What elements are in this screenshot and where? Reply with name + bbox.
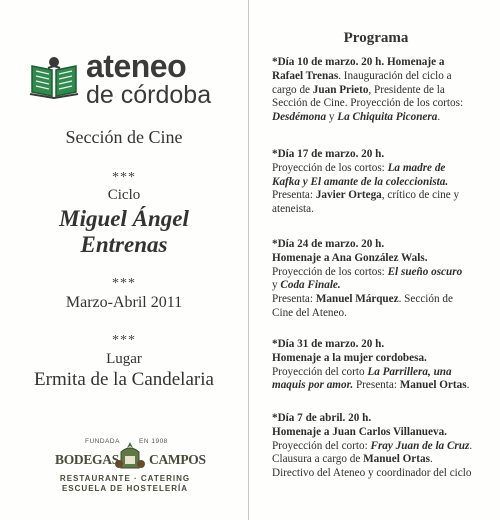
sponsor-founded-label: FUNDADA bbox=[85, 438, 120, 445]
sponsor-name-right: CAMPOS bbox=[149, 452, 206, 467]
cycle-dates: Marzo-Abril 2011 bbox=[65, 294, 183, 311]
separator-stars: *** bbox=[112, 333, 136, 348]
open-book-icon bbox=[28, 54, 80, 100]
sponsor-services: RESTAURANTE · CATERING bbox=[59, 474, 191, 483]
program-title: Programa bbox=[343, 30, 409, 46]
sponsor-founded-year: EN 1908 bbox=[139, 438, 168, 445]
honoree-last-name: Entrenas bbox=[80, 232, 168, 257]
logo-subwordmark: de córdoba bbox=[86, 81, 212, 109]
sponsor-logo bbox=[55, 438, 206, 504]
logo-wordmark: ateneo bbox=[86, 48, 187, 84]
ateneo-logo bbox=[24, 50, 234, 110]
program-entry: *Día 10 de marzo. 20 h. Homenaje a Rafael Trenas. Inauguración del ciclo a cargo de Juan Prieto, Presidente de la Sección de Cine. Proyección de los cortos: Desdémona y La Chiquita Piconera. bbox=[272, 56, 464, 124]
separator-stars: *** bbox=[112, 170, 136, 185]
program-entry: *Día 7 de abril. 20 h. Homenaje a Juan Carlos Villanueva. Proyección del corto: Fray Juan de la Cruz. Clausura a cargo de Manuel Ortas. Directivo del Ateneo y coordinador del ciclo bbox=[272, 412, 473, 480]
program-panel bbox=[258, 0, 494, 520]
section-name: Sección de Cine bbox=[65, 127, 183, 147]
cover-panel bbox=[0, 0, 248, 520]
program-entry: *Día 24 de marzo. 20 h. Homenaje a Ana González Wals. Proyección de los cortos: El sueño oscuro y Coda Finale. Presenta: Manuel Márquez. Sección de Cine del Ateneo. bbox=[272, 238, 463, 319]
program-entry: *Día 17 de marzo. 20 h. Proyección de los cortos: La madre de Kafka y El amante de la coleccionista. Presenta: Javier Ortega, crítico de cine y ateneista. bbox=[272, 148, 460, 216]
sponsor-school: ESCUELA DE HOSTELERÍA bbox=[61, 484, 189, 493]
honoree-first-name: Miguel Ángel bbox=[59, 206, 189, 231]
program-entry: *Día 31 de marzo. 20 h. Homenaje a la mujer cordobesa. Proyección del corto La Parrillera, una maquis por amor. Presenta: Manuel Ortas. bbox=[272, 338, 470, 392]
cycle-label: Ciclo bbox=[107, 187, 141, 203]
sponsor-name-left: BODEGAS bbox=[55, 452, 119, 467]
separator-stars: *** bbox=[112, 276, 136, 291]
venue-name: Ermita de la Candelaria bbox=[34, 369, 214, 390]
venue-label: Lugar bbox=[106, 351, 142, 367]
fold-line bbox=[248, 0, 249, 520]
